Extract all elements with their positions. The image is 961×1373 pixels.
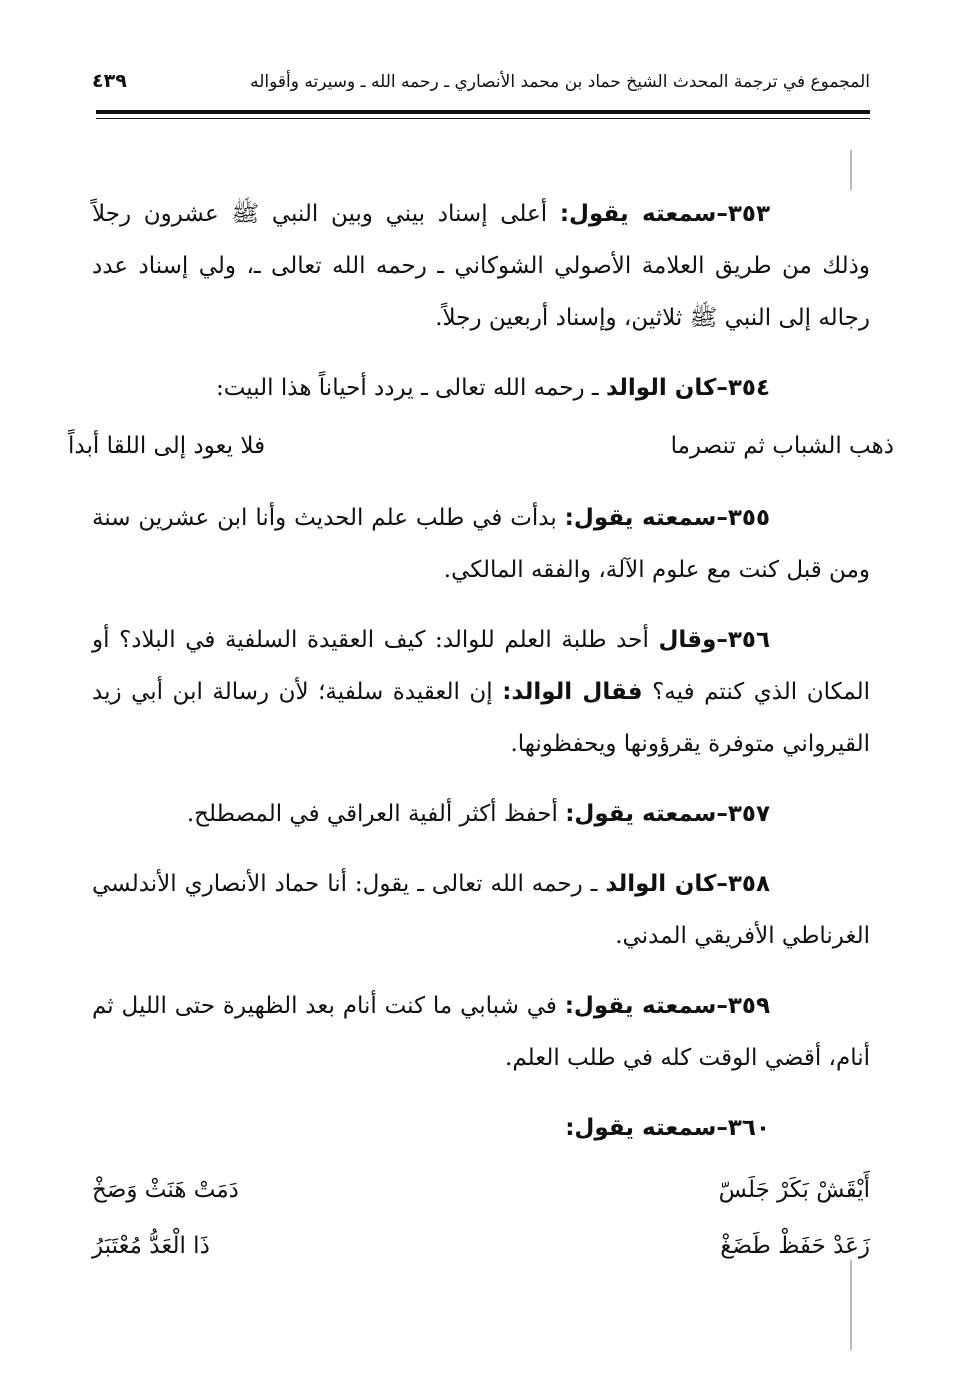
header-rule (96, 110, 870, 114)
entry-number: ٣٥٧ (727, 801, 770, 827)
page-number: ٤٣٩ (92, 70, 127, 92)
entry-lead: سمعته يقول: (559, 201, 717, 227)
entry-number: ٣٥٣ (727, 201, 770, 227)
entry-text: ـ رحمه الله تعالى ـ يردد أحياناً هذا البيت: (215, 375, 599, 401)
entry-360: ٣٦٠–سمعته يقول: (565, 1115, 770, 1141)
entry-357: ٣٥٧–سمعته يقول: أحفظ أكثر ألفية العراقي في المصطلح. (186, 801, 770, 827)
entry-number: ٣٥٤ (727, 375, 770, 401)
entry-lead: كان الوالد (605, 375, 717, 401)
entry-number: ٣٦٠ (727, 1115, 770, 1141)
entry-text: أحد طلبة العلم للوالد: كيف العقيدة السلفية في البلاد؟ أو المكان الذي كنتم فيه؟ (92, 627, 870, 705)
entry-text: ـ رحمه الله تعالى ـ يقول: أنا حماد الأنصاري الأندلسي الغرناطي الأفريقي المدني. (92, 871, 870, 949)
entry-353: ٣٥٣–سمعته يقول: أعلى إسناد بيني وبين النبي ﷺ عشرون رجلاً وذلك من طريق العلامة الأصولي الشوكاني ـ رحمه الله تعالى ـ، ولي إسناد عدد رجاله إلى النبي ﷺ ثلاثين، وإسناد أربعين رجلاً. (92, 201, 870, 331)
header-rule-thin (96, 118, 870, 119)
verse-first-hemistich: زَعَدْ حَفَظْ طَضَغْ (720, 1233, 870, 1259)
verse-first-hemistich: أَيْقَشْ بَكَرْ جَلَسّ (718, 1177, 870, 1203)
entry-number: ٣٥٨ (727, 871, 770, 897)
entry-text: في شبابي ما كنت أنام بعد الظهيرة حتى الليل ثم أنام، أقضي الوقت كله في طلب العلم. (92, 993, 870, 1071)
entry-355: ٣٥٥–سمعته يقول: بدأت في طلب علم الحديث وأنا ابن عشرين سنة ومن قبل كنت مع علوم الآلة، والفقه المالكي. (92, 505, 870, 583)
verse-line (92, 1220, 870, 1272)
entry-lead: وقال (658, 627, 717, 653)
verse-second-hemistich: فلا يعود إلى اللقا أبداً (68, 433, 266, 459)
entry-text: أعلى إسناد بيني وبين النبي ﷺ عشرون رجلاً وذلك من طريق العلامة الأصولي الشوكاني ـ رحمه الله تعالى ـ، ولي إسناد عدد رجاله إلى النبي ﷺ ثلاثين، وإسناد أربعين رجلاً. (92, 201, 870, 331)
entry-lead-secondary: فقال الوالد: (502, 679, 643, 705)
margin-mark (850, 150, 852, 190)
header-title: المجموع في ترجمة المحدث الشيخ حماد بن محمد الأنصاري ـ رحمه الله ـ وسيرته وأقواله (250, 72, 870, 92)
verse-line (92, 1164, 870, 1216)
entry-354: ٣٥٤–كان الوالد ـ رحمه الله تعالى ـ يردد أحياناً هذا البيت: (215, 375, 770, 401)
verse-line (68, 420, 894, 472)
entry-358: ٣٥٨–كان الوالد ـ رحمه الله تعالى ـ يقول: أنا حماد الأنصاري الأندلسي الغرناطي الأفريقي المدني. (92, 871, 870, 949)
entry-lead: سمعته يقول: (564, 505, 717, 531)
verse-second-hemistich: دَمَتْ هَنَثْ وَصَخْ (92, 1177, 239, 1203)
entry-text-secondary: إن العقيدة سلفية؛ لأن رسالة ابن أبي زيد القيرواني متوفرة يقرؤونها ويحفظونها. (92, 679, 870, 757)
entry-number: ٣٥٥ (727, 505, 770, 531)
running-header (92, 58, 870, 92)
entry-359: ٣٥٩–سمعته يقول: في شبابي ما كنت أنام بعد الظهيرة حتى الليل ثم أنام، أقضي الوقت كله في طلب العلم. (92, 993, 870, 1071)
entry-lead: كان الوالد (605, 871, 717, 897)
verse-first-hemistich: ذهب الشباب ثم تنصرما (670, 433, 894, 459)
entry-number: ٣٥٦ (727, 627, 771, 653)
entry-number: ٣٥٩ (727, 993, 770, 1019)
verse-second-hemistich: ذَا الْعَدُّ مُعْتَبَرُ (92, 1233, 210, 1259)
page-body (68, 188, 894, 1276)
entry-text: أحفظ أكثر ألفية العراقي في المصطلح. (186, 801, 558, 827)
entry-lead: سمعته يقول: (565, 801, 717, 827)
entry-text: بدأت في طلب علم الحديث وأنا ابن عشرين سنة ومن قبل كنت مع علوم الآلة، والفقه المالكي. (92, 505, 870, 583)
entry-lead: سمعته يقول: (565, 1115, 717, 1141)
entry-356: ٣٥٦–وقال أحد طلبة العلم للوالد: كيف العقيدة السلفية في البلاد؟ أو المكان الذي كنتم فيه؟ فقال الوالد: إن العقيدة سلفية؛ لأن رسالة ابن أبي زيد القيرواني متوفرة يقرؤونها ويحفظونها. (92, 627, 870, 757)
entry-lead: سمعته يقول: (564, 993, 717, 1019)
